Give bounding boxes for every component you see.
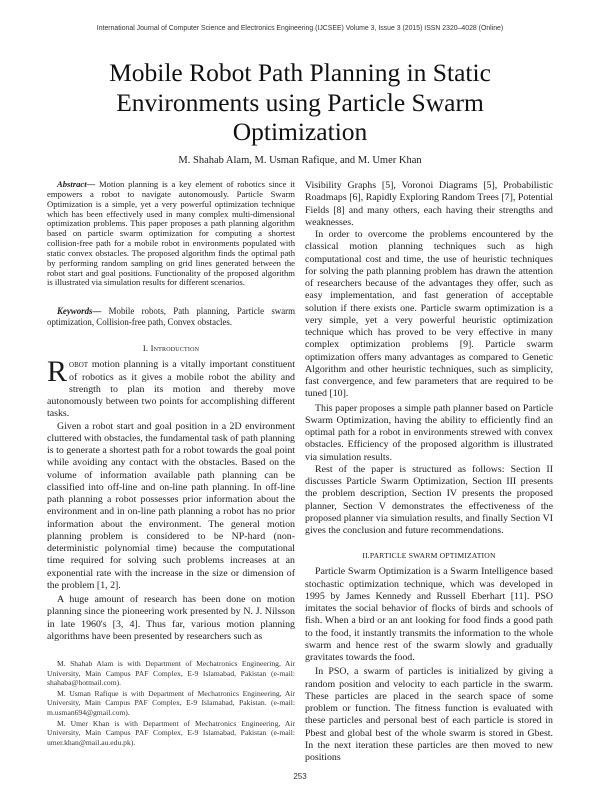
page-number: 253: [293, 772, 307, 782]
abstract-text: Motion planning is a key element of robotics since it empowers a robot to navigate autonomously. Particle Swarm Optimization is a simple, yet a very powerful optimization technique which has been effectively used in many complex multi-dimensional optimization problems. This paper proposes a path planning algorithm based on particle swarm optimization for computing a shortest collision-free path for a mobile robot in environments populated with static convex obstacles. The proposed algorithm finds the optimal path by performing random sampling on grid lines generated between the robot start and goal positions. Functionality of the proposed algorithm is illustrated via simulation results for different scenarios.: [47, 179, 295, 288]
keywords-label: Keywords—: [57, 306, 102, 317]
footnote: M. Umer Khan is with Department of Mechatronics Engineering, Air University, Main Campus PAF Complex, E-9 Islamabad, Pakistan (e-mail: umer.khan@mail.au.edu.pk).: [47, 718, 295, 747]
intro-paragraph-3: A huge amount of research has been done on motion planning since the pioneering work presented by N. J. Nilsson in late 1960's [3, 4]. Thus far, various motion planning algorithms have been presented by researchers such as: [47, 594, 295, 642]
intro-paragraph-5: This paper proposes a simple path planner based on Particle Swarm Optimization, having the ability to efficiently find an optimal path for a robot in environments strewed with convex obstacles. Efficiency of the proposed algorithm is illustrated via simulation results.: [305, 402, 553, 463]
footnote: M. Usman Rafique is with Department of Mechatronics Engineering, Air University, Main Campus PAF Complex, E-9 Islamabad, Pakistan. (e-mail: m.usman694@gmail.com).: [47, 688, 295, 717]
columns: [47, 180, 553, 764]
section-heading-introduction: [47, 343, 295, 353]
pso-paragraph-1: Particle Swarm Optimization is a Swarm Intelligence based stochastic optimization technique, which was developed in 1995 by James Kennedy and Russell Eberhart [11]. PSO imitates the social behavior of flocks of birds and schools of fish. When a bird or an ant looking for food finds a good path to the food, it instantly transmits the information to the whole swarm and hence rest of the swarm slowly and gradually gravitates towards the food.: [305, 566, 553, 663]
keywords-text: Mobile robots, Path planning, Particle swarm optimization, Collision-free path, Convex obstacles.: [47, 306, 295, 328]
left-column: [47, 180, 295, 764]
pso-paragraph-2: In PSO, a swarm of particles is initialized by giving a random position and velocity to each particle in the swarm. These particles are placed in the search space of some problem or function. The fitness function is evaluated with these particles and personal best of each particle is stored in Pbest and global best of the whole swarm is stored in Gbest. In the next iteration these particles are then moved to new positions: [305, 666, 553, 763]
intro-paragraph-4: In order to overcome the problems encountered by the classical motion planning techniques such as high computational cost and time, the use of heuristic techniques for solving the path planning problem has drawn the attention of researchers because of the advantages they offer, such as easy implementation, and fast generation of acceptable solution if there exists one. Particle swarm optimization is a very simple, yet a very powerful heuristic optimization technique which has proved to be very effective in many complex optimization problems [9]. Particle swarm optimization offers many advantages as compared to Genetic Algorithm and other heuristic techniques, such as simplicity, fast convergence, and few parameters that are required to be tuned [10].: [305, 229, 553, 400]
intro-paragraph-1: [47, 355, 295, 420]
abstract-label: Abstract—: [57, 179, 96, 189]
abstract: [47, 180, 295, 288]
section-title: Introduction: [150, 343, 200, 354]
journal-header: International Journal of Computer Science and Electronics Engineering (IJCSEE) Volume 3, Issue 3 (2015) ISSN 2320–4028 (Online): [96, 25, 504, 32]
first-word: obot: [69, 359, 89, 371]
intro-paragraph-2: Given a robot start and goal position in a 2D environment cluttered with obstacles, the fundamental task of path planning is to generate a shortest path for a robot towards the goal point while avoiding any contact with the obstacles. Based on the volume of information available path planning can be classified into off-line and on-line path planning. In off-line path planning a robot possesses prior information about the environment and in on-line path planning a robot has no prior information about the environment. The general motion planning problem is considered to be NP-hard (non-deterministic polynomial time) because the computational time required for solving such problems increases at an exponential rate with the increase in the size or dimension of the problem [1, 2].: [47, 420, 295, 591]
footnote: M. Shahab Alam is with Department of Mechatronics Engineering, Air University, Main Campus PAF Complex, E-9 Islamabad, Pakistan (e-mail: shahaba@hotmail.com).: [47, 659, 295, 688]
intro-paragraph-3-continued: Visibility Graphs [5], Voronoi Diagrams [5], Probabilistic Roadmaps [6], Rapidly Exploring Random Trees [7], Potential Fields [8] and many others, each having their strengths and weaknesses.: [305, 180, 553, 228]
footnotes: [47, 659, 295, 747]
right-column: [305, 180, 553, 764]
paper-title: Mobile Robot Path Planning in Static Environments using Particle Swarm Optimization: [109, 58, 491, 146]
section-heading-pso: II.PARTICLE SWARM OPTIMIZATION: [362, 551, 496, 561]
paragraph-text: motion planning is a vitally important constituent of robotics as it gives a mobile robot the ability and strength to plan its motion and thereby move autonomously between two points for accomplishing different tasks.: [47, 359, 295, 420]
drop-cap: R: [47, 355, 68, 389]
section-number: I.: [142, 343, 151, 354]
authors: M. Shahab Alam, M. Usman Rafique, and M. Umer Khan: [178, 155, 422, 166]
intro-paragraph-6: Rest of the paper is structured as follows: Section II discusses Particle Swarm Optimization, Section III presents the problem description, Section IV presents the proposed planner, Section V demonstrates the effectiveness of the proposed planner via simulation results, and finally Section VI gives the conclusion and future recommendations.: [305, 463, 553, 536]
keywords: [47, 306, 295, 328]
